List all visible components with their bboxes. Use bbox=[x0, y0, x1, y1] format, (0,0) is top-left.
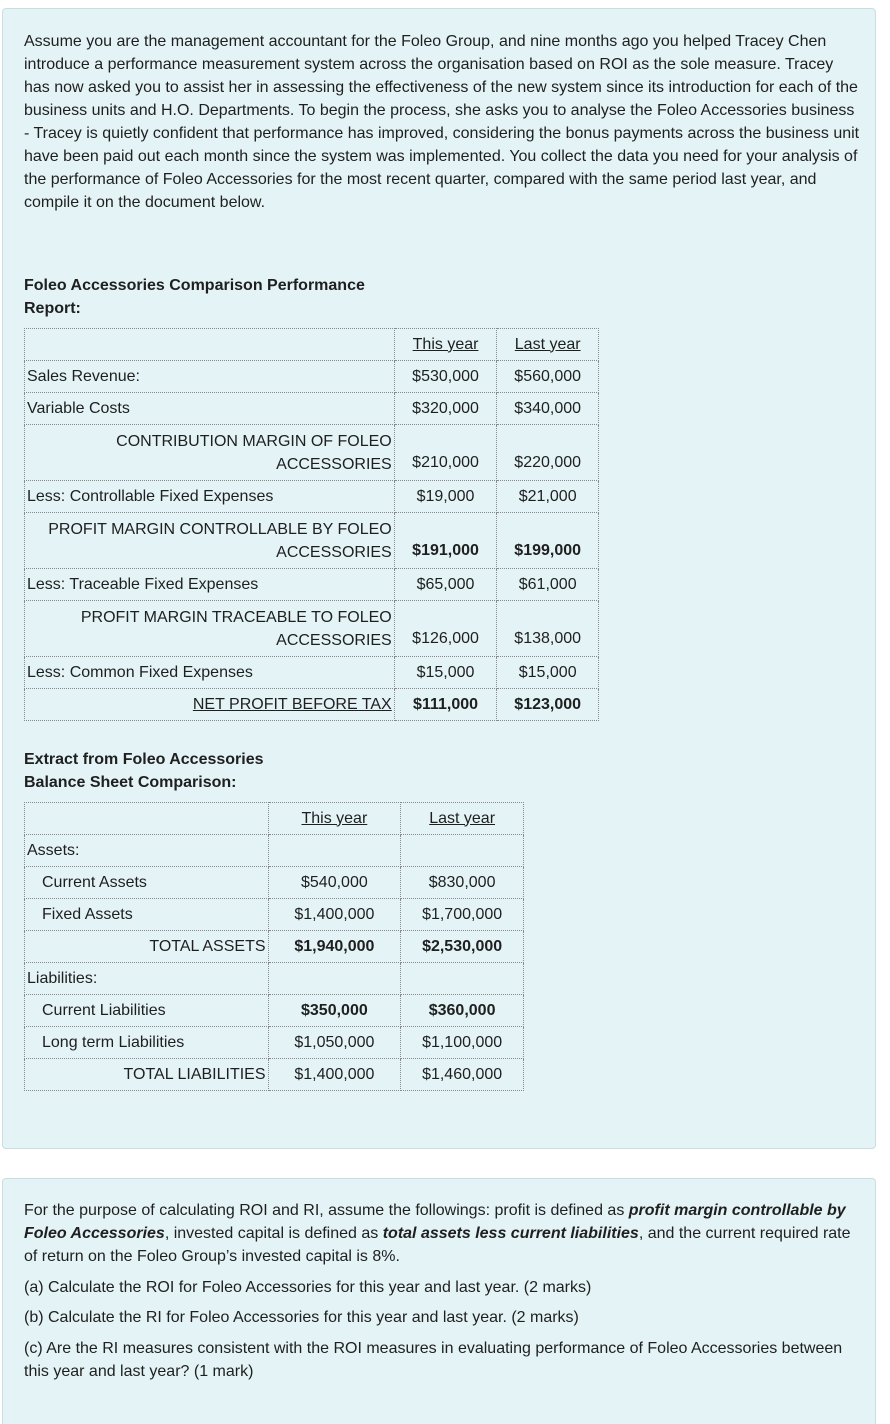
table-row: TOTAL ASSETS $1,940,000 $2,530,000 bbox=[25, 931, 524, 963]
table-row: Long term Liabilities $1,050,000 $1,100,000 bbox=[25, 1027, 524, 1059]
question-assumptions: For the purpose of calculating ROI and RI, assume the followings: profit is defined as profit margin controllable by Foleo Accessories, invested capital is defined as total assets less current liabilities, and the current required rate of return on the Foleo Group’s invested capital is 8%. bbox=[24, 1202, 851, 1265]
case-study-panel bbox=[2, 8, 876, 1149]
table-row: Less: Common Fixed Expenses $15,000 $15,000 bbox=[25, 657, 599, 689]
table-row: Fixed Assets $1,400,000 $1,700,000 bbox=[25, 899, 524, 931]
table-row: PROFIT MARGIN TRACEABLE TO FOLEO ACCESSORIES $126,000 $138,000 bbox=[25, 601, 599, 657]
intro-text: Assume you are the management accountant for the Foleo Group, and nine months ago you helped Tracey Chen introduce a performance measurement system across the organisation based on ROI as the sole measure. Tracey has now asked you to assist her in assessing the effectiveness of the new system since its introduction for each of the business units and H.O. Departments. To begin the process, she asks you to analyse the Foleo Accessories business - Tracey is quietly confident that performance has improved, considering the bonus payments across the business unit have been paid out each month since the system was implemented. You collect the data you need for your analysis of the performance of Foleo Accessories for the most recent quarter, compared with the same period last year, and compile it on the document below. bbox=[24, 33, 860, 211]
table-row: NET PROFIT BEFORE TAX $111,000 $123,000 bbox=[25, 689, 599, 721]
column-header-this-year: This year bbox=[394, 329, 497, 361]
balance-sheet-title: Extract from Foleo Accessories Balance Sheet Comparison: bbox=[24, 751, 264, 791]
column-header-this-year: This year bbox=[268, 803, 401, 835]
table-row: PROFIT MARGIN CONTROLLABLE BY FOLEO ACCESSORIES $191,000 $199,000 bbox=[25, 513, 599, 569]
table-row: Less: Traceable Fixed Expenses $65,000 $61,000 bbox=[25, 569, 599, 601]
column-header-last-year: Last year bbox=[497, 329, 599, 361]
table-row: TOTAL LIABILITIES $1,400,000 $1,460,000 bbox=[25, 1059, 524, 1091]
question-b: (b) Calculate the RI for Foleo Accessories for this year and last year. (2 marks) bbox=[24, 1309, 579, 1326]
table-row bbox=[25, 329, 599, 361]
table-row: Variable Costs $320,000 $340,000 bbox=[25, 393, 599, 425]
question-c: (c) Are the RI measures consistent with the ROI measures in evaluating performance of Foleo Accessories between this year and last year? (1 mark) bbox=[24, 1340, 843, 1380]
report-title: Foleo Accessories Comparison Performance Report: bbox=[24, 277, 365, 317]
column-header-last-year: Last year bbox=[401, 803, 524, 835]
table-row: Current Liabilities $350,000 $360,000 bbox=[25, 995, 524, 1027]
net-profit-label: NET PROFIT BEFORE TAX bbox=[25, 689, 395, 721]
question-panel bbox=[2, 1178, 876, 1424]
table-row: Less: Controllable Fixed Expenses $19,000 $21,000 bbox=[25, 481, 599, 513]
question-a: (a) Calculate the ROI for Foleo Accessories for this year and last year. (2 marks) bbox=[24, 1279, 592, 1296]
table-row: Sales Revenue: $530,000 $560,000 bbox=[25, 361, 599, 393]
table-row: CONTRIBUTION MARGIN OF FOLEO ACCESSORIES $210,000 $220,000 bbox=[25, 425, 599, 481]
balance-sheet-table bbox=[24, 802, 524, 1091]
performance-report-table bbox=[24, 328, 599, 721]
table-row: Assets: bbox=[25, 835, 524, 867]
table-row: Liabilities: bbox=[25, 963, 524, 995]
table-row: Current Assets $540,000 $830,000 bbox=[25, 867, 524, 899]
table-row bbox=[25, 803, 524, 835]
